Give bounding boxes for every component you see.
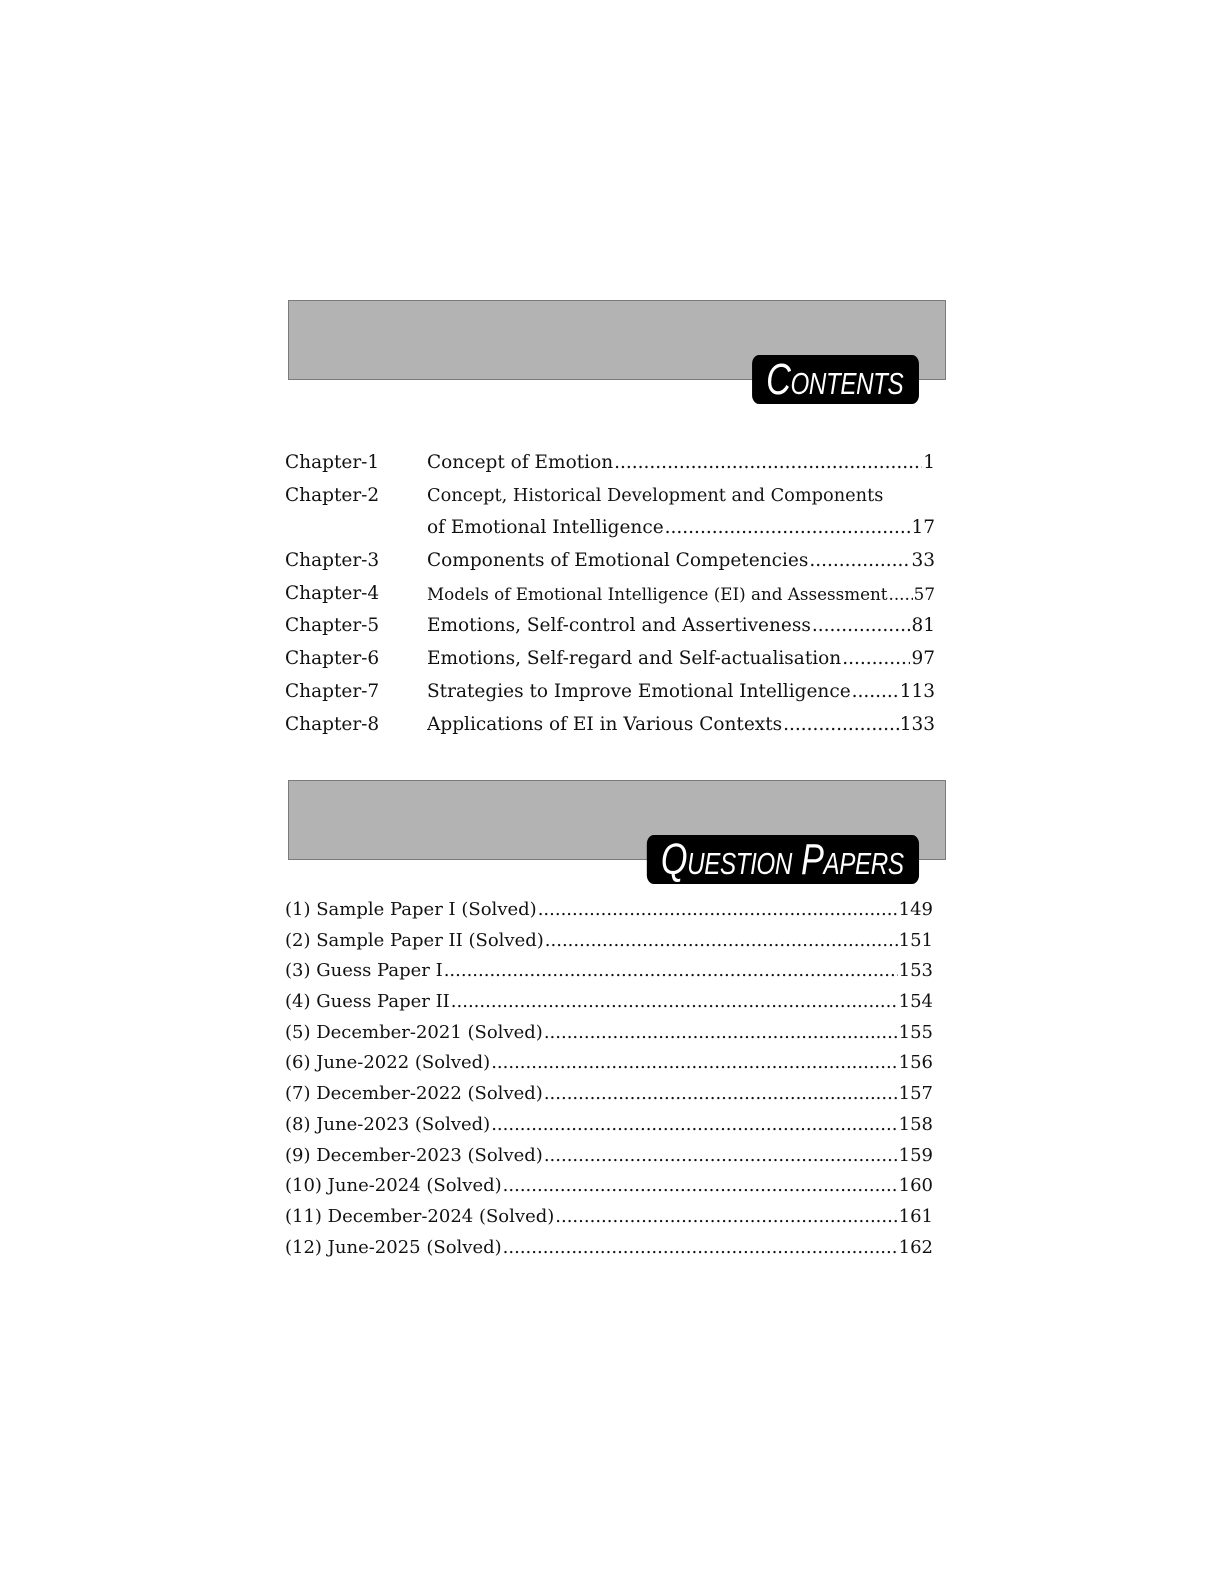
- chapter-label: Chapter-2: [285, 484, 380, 506]
- chapter-title: Emotions, Self-regard and Self-actualisation: [427, 648, 842, 670]
- page-number: 133: [899, 713, 935, 735]
- dot-leader: [555, 1202, 897, 1233]
- page-number: 33: [911, 550, 935, 572]
- toc-row-chapter-2[interactable]: [285, 480, 935, 513]
- dot-leader: [842, 643, 910, 676]
- paper-title: (1) Sample Paper I (Solved): [285, 899, 537, 920]
- paper-row-9[interactable]: [285, 1141, 933, 1172]
- dot-leader: [544, 1141, 898, 1172]
- toc-row-chapter-4[interactable]: [285, 578, 935, 611]
- chapter-entry: [427, 447, 935, 480]
- question-paper-list: [285, 895, 933, 1263]
- dot-leader: [545, 926, 898, 957]
- paper-row-6[interactable]: [285, 1048, 933, 1079]
- dot-leader: [538, 895, 898, 926]
- page-number: 161: [898, 1205, 933, 1227]
- paper-title: (12) June-2025 (Solved): [285, 1236, 502, 1258]
- question-papers-banner: [288, 780, 946, 884]
- paper-row-12[interactable]: [285, 1233, 933, 1264]
- chapter-title: Concept of Emotion: [427, 452, 614, 473]
- paper-title: (10) June-2024 (Solved): [285, 1175, 502, 1197]
- chapter-title: Applications of EI in Various Contexts: [427, 713, 783, 735]
- chapter-entry: [427, 709, 935, 742]
- page-number: 158: [898, 1113, 933, 1135]
- paper-title: (8) June-2023 (Solved): [285, 1113, 491, 1135]
- page-number: 151: [898, 929, 933, 951]
- paper-title: (6) June-2022 (Solved): [285, 1052, 491, 1074]
- chapter-title: Concept, Historical Development and Components: [427, 485, 884, 506]
- chapter-entry: [427, 676, 935, 709]
- chapter-label: Chapter-6: [285, 648, 380, 670]
- page-number: 153: [898, 960, 933, 982]
- toc-row-chapter-7[interactable]: [285, 676, 935, 709]
- chapter-label: Chapter-1: [285, 452, 380, 473]
- chapter-list: [285, 447, 935, 741]
- dot-leader: [491, 1048, 897, 1079]
- chapter-title: Emotions, Self-control and Assertiveness: [427, 615, 811, 637]
- page-number: 154: [898, 991, 933, 1013]
- dot-leader: [544, 1018, 898, 1049]
- chapter-entry: [427, 512, 935, 545]
- page-number: 81: [911, 615, 935, 637]
- contents-banner: [288, 300, 946, 404]
- dot-leader: [503, 1233, 898, 1264]
- page-number: 159: [898, 1144, 933, 1166]
- dot-leader: [665, 512, 911, 545]
- chapter-entry: [427, 545, 935, 578]
- paper-row-2[interactable]: [285, 926, 933, 957]
- page-number: 160: [898, 1175, 933, 1197]
- toc-row-chapter-3[interactable]: [285, 545, 935, 578]
- dot-leader: [852, 676, 899, 709]
- paper-row-1[interactable]: [285, 895, 933, 926]
- toc-row-chapter-1[interactable]: [285, 447, 935, 480]
- contents-heading: Contents: [752, 355, 919, 404]
- dot-leader: [503, 1171, 898, 1202]
- chapter-label: Chapter-4: [285, 582, 380, 604]
- toc-row-chapter-6[interactable]: [285, 643, 935, 676]
- page-number: 149: [898, 899, 933, 920]
- chapter-title: Models of Emotional Intelligence (EI) and Assessment: [427, 583, 888, 604]
- paper-title: (2) Sample Paper II (Solved): [285, 929, 544, 951]
- paper-row-11[interactable]: [285, 1202, 933, 1233]
- paper-row-5[interactable]: [285, 1018, 933, 1049]
- paper-row-10[interactable]: [285, 1171, 933, 1202]
- page-number: 155: [898, 1021, 933, 1043]
- dot-leader: [783, 709, 899, 742]
- paper-title: (9) December-2023 (Solved): [285, 1144, 543, 1166]
- page-number: 1: [923, 452, 935, 473]
- chapter-entry: [427, 578, 935, 611]
- toc-row-chapter-8[interactable]: [285, 709, 935, 742]
- paper-title: (5) December-2021 (Solved): [285, 1021, 543, 1043]
- chapter-label: Chapter-7: [285, 680, 380, 702]
- dot-leader: [614, 447, 922, 480]
- chapter-label: Chapter-5: [285, 615, 380, 637]
- paper-row-4[interactable]: [285, 987, 933, 1018]
- toc-row-chapter-2-continued[interactable]: [285, 512, 935, 545]
- chapter-entry: [427, 643, 935, 676]
- question-papers-heading: Question Papers: [647, 835, 919, 884]
- page-number: 113: [899, 680, 935, 702]
- dot-leader: [812, 610, 911, 643]
- chapter-entry: [427, 480, 883, 513]
- paper-title: (3) Guess Paper I: [285, 960, 443, 982]
- paper-row-8[interactable]: [285, 1110, 933, 1141]
- dot-leader: [889, 578, 913, 611]
- page-number: 17: [911, 517, 935, 539]
- page-number: 157: [898, 1083, 933, 1105]
- page-number: 97: [911, 648, 935, 670]
- dot-leader: [544, 1079, 898, 1110]
- page-number: 162: [898, 1236, 933, 1258]
- chapter-label: Chapter-8: [285, 713, 380, 735]
- paper-row-3[interactable]: [285, 956, 933, 987]
- paper-title: (11) December-2024 (Solved): [285, 1205, 555, 1227]
- chapter-title-continued: of Emotional Intelligence: [427, 517, 664, 539]
- page-number: 57: [913, 583, 935, 604]
- dot-leader: [491, 1110, 897, 1141]
- chapter-title: Components of Emotional Competencies: [427, 550, 809, 572]
- chapter-title: Strategies to Improve Emotional Intelligence: [427, 680, 851, 702]
- paper-title: (7) December-2022 (Solved): [285, 1083, 543, 1105]
- dot-leader: [809, 545, 910, 578]
- dot-leader: [444, 956, 898, 987]
- dot-leader: [451, 987, 898, 1018]
- paper-row-7[interactable]: [285, 1079, 933, 1110]
- chapter-label: Chapter-3: [285, 550, 380, 572]
- page-number: 156: [898, 1052, 933, 1074]
- paper-title: (4) Guess Paper II: [285, 991, 450, 1013]
- chapter-entry: [427, 610, 935, 643]
- toc-row-chapter-5[interactable]: [285, 610, 935, 643]
